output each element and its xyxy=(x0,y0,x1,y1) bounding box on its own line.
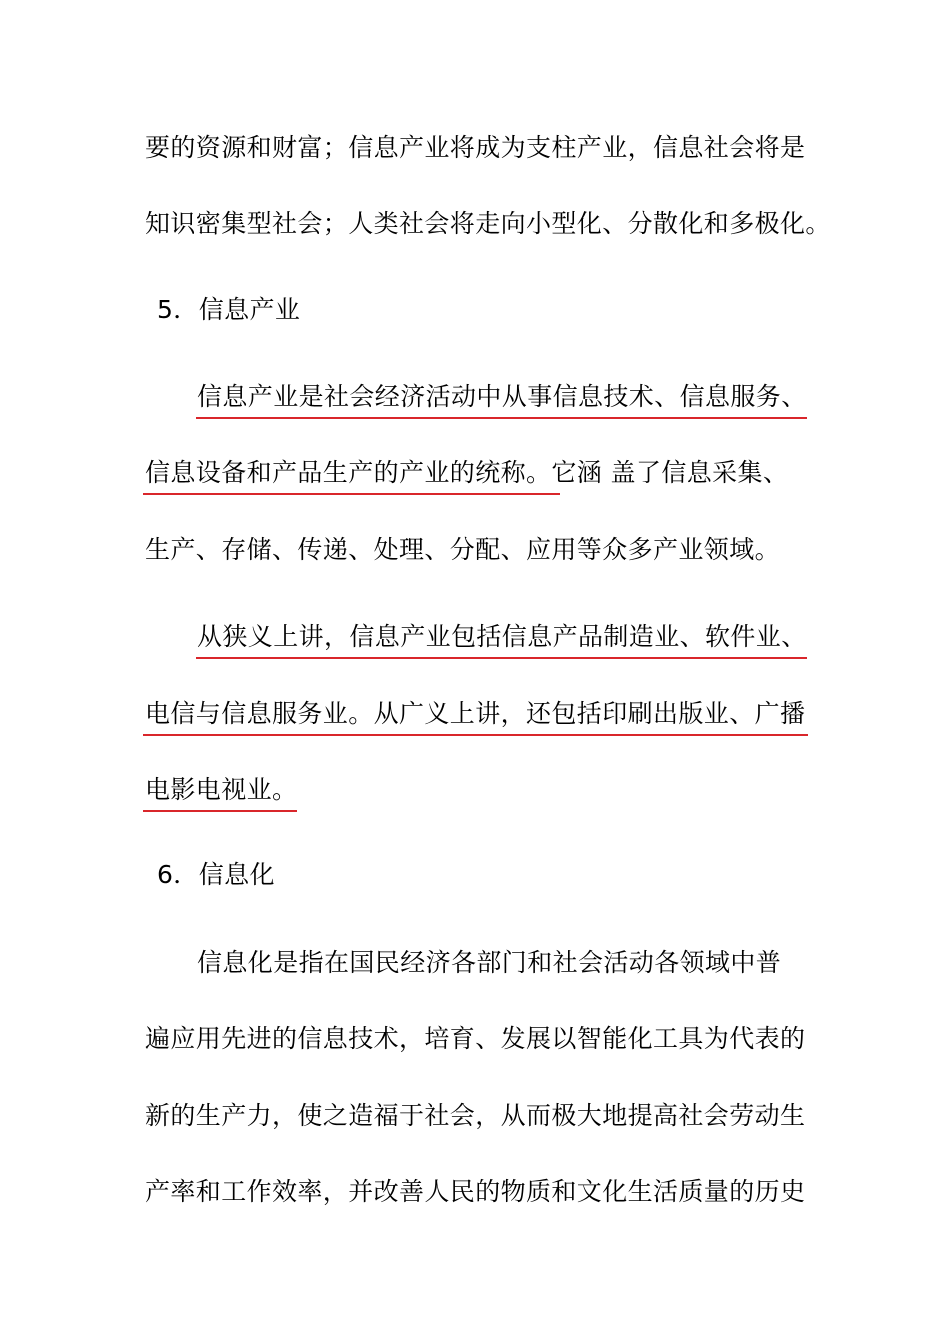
red-underline xyxy=(143,734,808,736)
body-text-line: 遍应用先进的信息技术，培育、发展以智能化工具为代表的 xyxy=(145,1024,806,1053)
body-text-line: 从狭义上讲，信息产业包括信息产品制造业、软件业、 xyxy=(197,622,807,651)
body-text-line: 生产、存储、传递、处理、分配、应用等众多产业领域。 xyxy=(145,535,781,564)
red-underline xyxy=(196,657,807,659)
body-text-line: 电影电视业。 xyxy=(145,775,298,804)
body-text-line: 信息设备和产品生产的产业的统称。它涵 盖了信息采集、 xyxy=(145,458,789,487)
body-text-line: 产率和工作效率，并改善人民的物质和文化生活质量的历史 xyxy=(145,1177,806,1206)
red-underline xyxy=(196,417,807,419)
section-heading-6: 6．信息化 xyxy=(157,860,275,889)
body-text-line: 知识密集型社会；人类社会将走向小型化、分散化和多极化。 xyxy=(145,209,831,238)
body-text-line: 信息产业是社会经济活动中从事信息技术、信息服务、 xyxy=(197,382,807,411)
body-text-line: 要的资源和财富；信息产业将成为支柱产业，信息社会将是 xyxy=(145,133,806,162)
body-text-line: 电信与信息服务业。从广义上讲，还包括印刷出版业、广播 xyxy=(145,699,806,728)
body-text-line: 信息化是指在国民经济各部门和社会活动各领域中普 xyxy=(197,948,782,977)
red-underline xyxy=(143,810,297,812)
section-heading-5: 5．信息产业 xyxy=(157,295,301,324)
red-underline xyxy=(143,493,560,495)
body-text-line: 新的生产力，使之造福于社会，从而极大地提高社会劳动生 xyxy=(145,1101,806,1130)
